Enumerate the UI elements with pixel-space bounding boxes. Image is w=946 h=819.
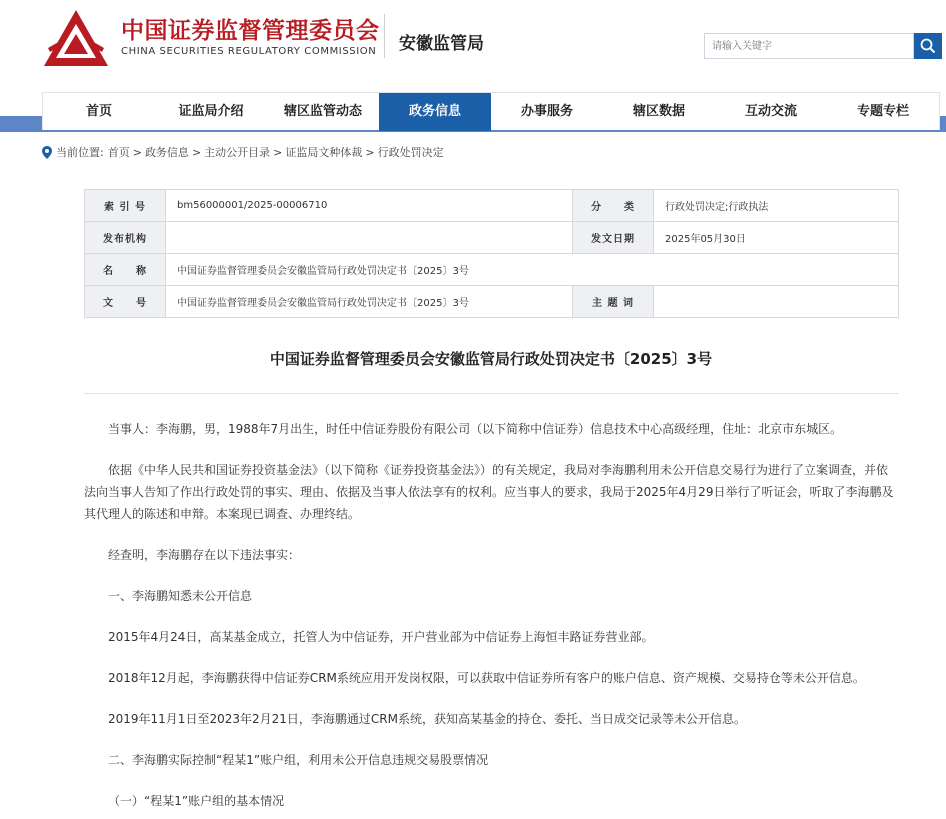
category-value: 行政处罚决定;行政执法 <box>654 190 899 222</box>
search-input[interactable] <box>704 33 914 59</box>
doc-info-table <box>84 189 899 318</box>
nav-item-home[interactable]: 首页 <box>85 104 112 119</box>
name-label: 名 称 <box>85 254 166 286</box>
table-row <box>85 190 899 222</box>
index-label: 索 引 号 <box>85 190 166 222</box>
nav-item-topics[interactable]: 专题专栏 <box>856 104 909 119</box>
bureau-name: 安徽监管局 <box>399 34 484 54</box>
site-header <box>0 0 946 92</box>
search-icon <box>920 38 936 54</box>
breadcrumb-separator: > <box>191 145 202 159</box>
search-button[interactable] <box>914 33 942 59</box>
body-paragraph: 当事人：李海鹏，男，1988年7月出生，时任中信证券股份有限公司（以下简称中信证券）信息技术中心高级经理，住址：北京市东城区。 <box>108 422 843 436</box>
breadcrumb-item-gov-info[interactable]: 政务信息 <box>144 146 189 159</box>
name-value: 中国证券监督管理委员会安徽监管局行政处罚决定书〔2025〕3号 <box>166 254 899 286</box>
body-paragraph: 依据《中华人民共和国证券投资基金法》（以下简称《证券投资基金法》）的有关规定，我局对李海鹏利用未公开信息交易行为进行了立案调查，并依法向当事人告知了作出行政处罚的事实、理由、依据及当事人依法享有的权利。应当事人的要求，我局于2025年4月29日举行了听证会，听取了李海鹏及其代理人的陈述和申辩。本案现已调查、办理终结。 <box>84 463 894 521</box>
subject-value <box>654 286 899 318</box>
date-label: 发文日期 <box>573 222 654 254</box>
document-title: 中国证券监督管理委员会安徽监管局行政处罚决定书〔2025〕3号 <box>269 350 713 368</box>
body-paragraph: 2015年4月24日，高某基金成立，托管人为中信证券，开户营业部为中信证券上海恒丰路证券营业部。 <box>108 630 654 644</box>
date-value: 2025年05月30日 <box>654 222 899 254</box>
breadcrumb-item-doc-types[interactable]: 证监局文种体裁 <box>285 146 363 159</box>
table-row <box>85 254 899 286</box>
nav-item-regional-data[interactable]: 辖区数据 <box>632 104 685 119</box>
body-paragraph: 二、李海鹏实际控制“程某1”账户组，利用未公开信息违规交易股票情况 <box>108 753 489 767</box>
body-paragraph: （一）“程某1”账户组的基本情况 <box>108 794 285 808</box>
subject-label: 主 题 词 <box>573 286 654 318</box>
docno-label: 文 号 <box>85 286 166 318</box>
csrc-logo-icon[interactable] <box>42 8 110 70</box>
body-paragraph: 2018年12月起，李海鹏获得中信证券CRM系统应用开发岗权限，可以获取中信证券所有客户的账户信息、资产规模、交易持仓等未公开信息。 <box>108 671 865 685</box>
breadcrumb-prefix: 当前位置: <box>56 146 104 159</box>
table-row <box>85 286 899 318</box>
nav-item-about[interactable]: 证监局介绍 <box>178 104 244 119</box>
title-divider <box>84 393 899 394</box>
main-nav <box>42 92 940 130</box>
breadcrumb-item-penalty[interactable]: 行政处罚决定 <box>377 146 444 159</box>
breadcrumb-item-catalog[interactable]: 主动公开目录 <box>204 146 271 159</box>
table-row <box>85 222 899 254</box>
breadcrumb-separator: > <box>132 145 142 159</box>
index-value: bm56000001/2025-00006710 <box>166 190 573 222</box>
location-pin-icon <box>42 146 52 159</box>
nav-item-interaction[interactable]: 互动交流 <box>744 104 797 119</box>
body-paragraph: 一、李海鹏知悉未公开信息 <box>108 589 253 603</box>
content-panel <box>42 170 940 819</box>
document-body <box>84 418 899 819</box>
breadcrumb-item-home[interactable]: 首页 <box>107 146 130 159</box>
breadcrumb <box>42 144 444 160</box>
breadcrumb-separator: > <box>273 145 283 159</box>
nav-item-services[interactable]: 办事服务 <box>520 104 573 119</box>
publisher-value <box>166 222 573 254</box>
nav-item-regional-news[interactable]: 辖区监管动态 <box>283 104 362 119</box>
body-paragraph: 经查明，李海鹏存在以下违法事实： <box>108 548 301 562</box>
nav-item-gov-info[interactable]: 政务信息 <box>379 93 491 131</box>
docno-value: 中国证券监督管理委员会安徽监管局行政处罚决定书〔2025〕3号 <box>166 286 573 318</box>
logo-divider <box>384 14 385 58</box>
body-paragraph: 2019年11月1日至2023年2月21日，李海鹏通过CRM系统，获知高某基金的持仓、委托、当日成交记录等未公开信息。 <box>108 712 746 726</box>
publisher-label: 发布机构 <box>85 222 166 254</box>
logo-title-en: CHINA SECURITIES REGULATORY COMMISSION <box>121 46 377 57</box>
breadcrumb-separator: > <box>365 145 375 159</box>
category-label: 分 类 <box>573 190 654 222</box>
logo-title-cn[interactable]: 中国证券监督管理委员会 <box>121 18 380 44</box>
